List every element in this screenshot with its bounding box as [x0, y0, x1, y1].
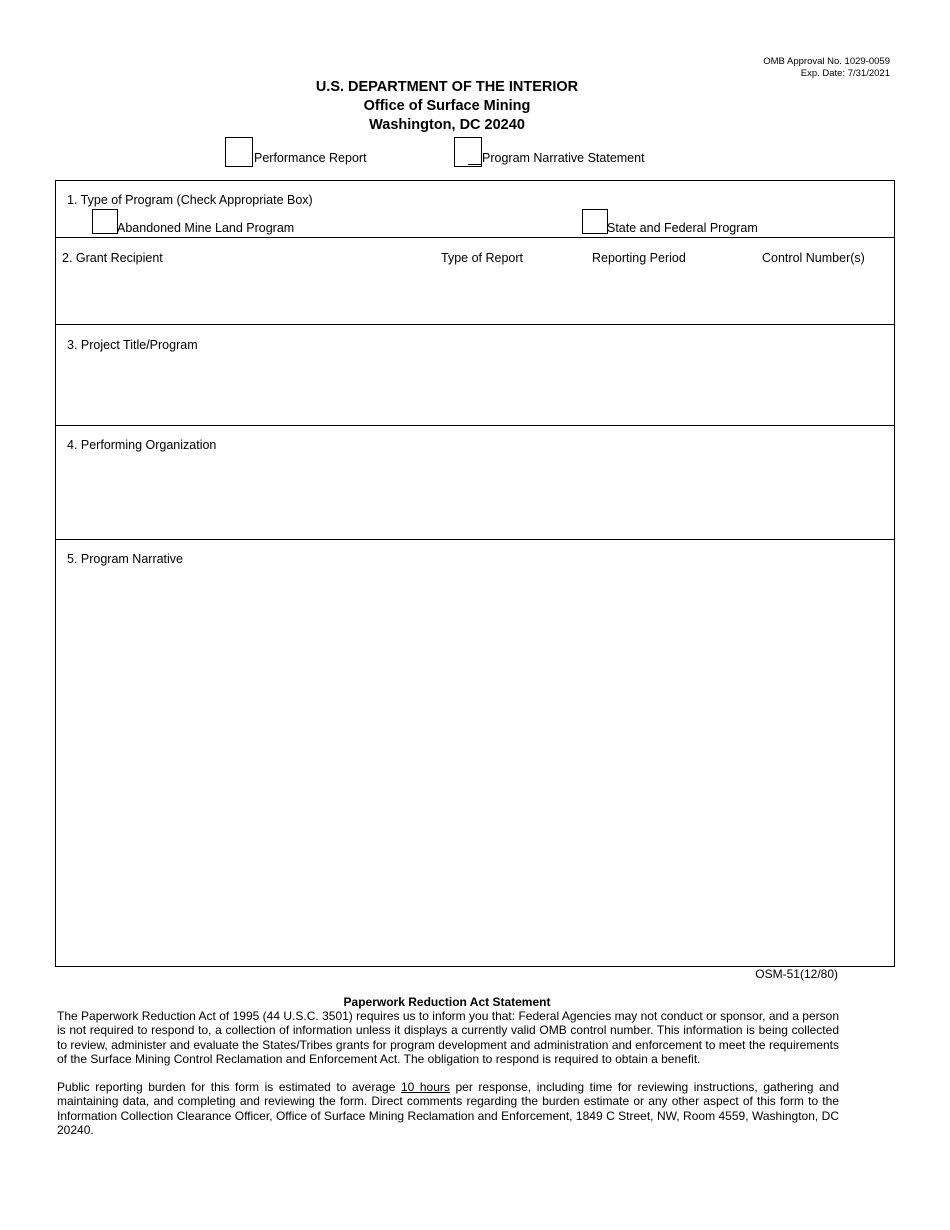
performing-organization-label: 4. Performing Organization [67, 438, 217, 452]
state-federal-program-label: State and Federal Program [607, 221, 758, 235]
omb-approval-number: OMB Approval No. 1029-0059 [763, 56, 890, 67]
type-of-program-label: 1. Type of Program (Check Appropriate Box) [67, 193, 313, 207]
paperwork-paragraph-1: The Paperwork Reduction Act of 1995 (44 U.S.C. 3501) requires us to inform you that: Federal Agencies may not conduct or sponsor, and a person is not required to respond to, a collection of information unless it displays a currently valid OMB control number. This information is being collected to review, administer and evaluate the States/Tribes grants for program development and administration and enforcement to meet the requirements of the Surface Mining Control Reclamation and Enforcement Act. The obligation to respond is required to obtain a benefit. [57, 1009, 839, 1067]
control-numbers-label: Control Number(s) [762, 251, 865, 265]
paperwork-paragraph-2 [57, 1080, 839, 1138]
abandoned-mine-land-checkbox[interactable] [92, 209, 118, 234]
reporting-period-label: Reporting Period [592, 251, 686, 265]
grant-recipient-label: 2. Grant Recipient [62, 251, 163, 265]
state-federal-program-checkbox[interactable] [582, 209, 608, 234]
checkbox-underline [468, 164, 482, 165]
burden-hours: 10 hours [400, 1080, 450, 1094]
omb-exp-date: Exp. Date: 7/31/2021 [800, 67, 890, 79]
section-divider [55, 237, 895, 238]
performance-report-checkbox[interactable] [225, 137, 253, 167]
project-title-label: 3. Project Title/Program [67, 338, 198, 352]
abandoned-mine-land-label: Abandoned Mine Land Program [117, 221, 295, 235]
program-narrative-statement-checkbox[interactable] [454, 137, 482, 167]
program-narrative-statement-label: Program Narrative Statement [482, 151, 645, 165]
office-title: Office of Surface Mining [363, 98, 531, 114]
omb-approval-block [763, 56, 890, 79]
section-divider [55, 425, 895, 426]
form-number: OSM-51(12/80) [755, 967, 838, 981]
program-narrative-label: 5. Program Narrative [67, 552, 184, 566]
section-divider [55, 324, 895, 325]
type-of-report-label: Type of Report [441, 251, 523, 265]
paragraph-2-intro: Public reporting burden for this form is estimated to average [57, 1080, 401, 1094]
location-title: Washington, DC 20240 [369, 117, 525, 133]
section-divider [55, 539, 895, 540]
department-title: U.S. DEPARTMENT OF THE INTERIOR [315, 79, 579, 95]
performance-report-label: Performance Report [254, 151, 367, 165]
paragraph-2-body: per response, including time for reviewing instructions, gathering and maintaining data, and completing and reviewing the form. Direct comments regarding the burden estimate or any other aspect of this form to the Information Collection Clearance Officer, Office of Surface Mining Reclamation and Enforcement, 1849 C Street, NW, Room 4559, Washington, DC 20240. [57, 1080, 839, 1138]
paperwork-act-title: Paperwork Reduction Act Statement [343, 995, 551, 1009]
form-frame [55, 180, 895, 967]
